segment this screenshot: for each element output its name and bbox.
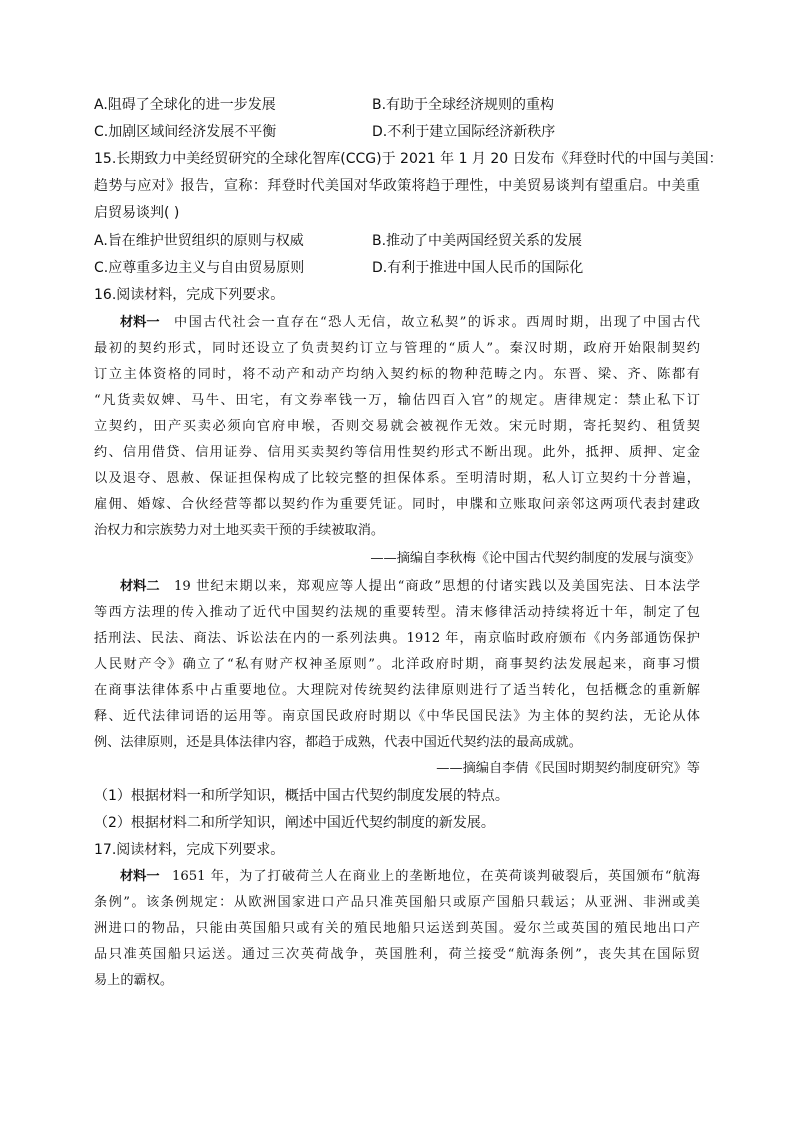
q16-material2-label: 材料二 [120, 579, 160, 594]
q17-material1-line: 品只准英国船只运送。通过三次英荷战争，英国胜利，荷兰接受“航海条例”，丧失其在国际贸 [94, 947, 700, 962]
q16-material2-line: 释、近代法律词语的运用等。南京国民政府时期以《中华民国民法》为主体的契约法，无论从体 [94, 709, 700, 724]
q16-material1-line: 最初的契约形式，同时还设立了负责契约订立与管理的“质人”。秦汉时期，政府开始限制契约 [94, 341, 700, 356]
q16-material2-line: 括刑法、民法、商法、诉讼法在内的一系列法典。1912 年，南京临时政府颁布《内务部通饬保护 [94, 631, 700, 646]
q17-material1-label: 材料一 [120, 869, 160, 884]
q16-material1-line: 中国古代社会一直存在“恐人无信，故立私契”的诉求。西周时期，出现了中国古代 [174, 315, 700, 330]
q16-material2-line: 人民财产令》确立了“私有财产权神圣原则”。北洋政府时期，商事契约法发展起来，商事习惯 [94, 657, 700, 672]
q17-material1-line: 洲进口的物品，只能由英国船只或有关的殖民地船只运送到英国。爱尔兰或英国的殖民地出口产 [94, 921, 700, 936]
q15-option-d: D.有利于推进中国人民币的国际化 [372, 260, 584, 276]
q16-material2-line: 在商事法律体系中占重要地位。大理院对传统契约法律原则进行了适当转化，包括概念的重新解 [94, 683, 700, 698]
q16-material1-line: 约、信用借贷、信用证券、信用买卖契约等信用性契约形式不断出现。此外，抵押、质押、定金 [94, 445, 700, 460]
q14-option-a: A.阻碍了全球化的进一步发展 [94, 97, 276, 113]
q17-material1-line: 条例”。该条例规定：从欧洲国家进口产品只准英国船只或原产国船只载运；从亚洲、非洲或美 [94, 895, 700, 910]
q15-stem-line: 趋势与应对》报告，宣称：拜登时代美国对华政策将趋于理性，中美贸易谈判有望重启。中美重 [94, 178, 700, 194]
q17-material1-line: 1651 年，为了打破荷兰人在商业上的垄断地位，在英荷谈判破裂后，英国颁布“航海 [172, 869, 700, 884]
q14-option-c: C.加剧区域间经济发展不平衡 [94, 124, 277, 140]
q16-material2-line: 例、法律原则，还是具体法律内容，都趋于成熟，代表中国近代契约法的最高成就。 [94, 735, 582, 750]
q16-material2-line: 等西方法理的传入推动了近代中国契约法规的重要转型。清末修律活动持续将近十年，制定了包 [94, 605, 700, 620]
q16-material1-line: 订立主体资格的同时，将不动产和动产均纳入契约标的物种范畴之内。东晋、梁、齐、陈都有 [94, 367, 700, 382]
q16-material1-label: 材料一 [120, 315, 160, 330]
q16-material2-line: 19 世纪末期以来，郑观应等人提出“商政”思想的付诸实践以及美国宪法、日本法学 [174, 579, 700, 594]
q15-stem-line: 15.长期致力中美经贸研究的全球化智库(CCG)于 2021 年 1 月 20 日发布《拜登时代的中国与美国： [94, 151, 723, 167]
q16-header: 16.阅读材料，完成下列要求。 [94, 287, 285, 303]
q16-material1-line: 治权力和宗族势力对土地买卖干预的手续被取消。 [94, 523, 385, 538]
q15-option-c: C.应尊重多边主义与自由贸易原则 [94, 260, 305, 276]
q16-material2-source: ——摘编自李倩《民国时期契约制度研究》等 [436, 761, 700, 776]
q17-header: 17.阅读材料，完成下列要求。 [94, 842, 285, 858]
q16-material1-line: 雇佣、婚嫁、合伙经营等都以契约作为重要凭证。同时，申牒和立账取问亲邻这两项代表封建政 [94, 497, 700, 512]
q16-task-1: （1）根据材料一和所学知识，概括中国古代契约制度发展的特点。 [94, 788, 509, 804]
q16-material1-line: 以及退夺、恩赦、保证担保构成了比较完整的担保体系。至明清时期，私人订立契约十分普遍， [94, 471, 700, 486]
q17-material1-line: 易上的霸权。 [94, 973, 174, 988]
q14-option-b: B.有助于全球经济规则的重构 [372, 97, 555, 113]
q15-stem-line: 启贸易谈判( ) [94, 205, 180, 221]
q15-option-a: A.旨在维护世贸组织的原则与权威 [94, 233, 304, 249]
q16-material1-source: ——摘编自李秋梅《论中国古代契约制度的发展与演变》 [370, 551, 700, 566]
q16-task-2: （2）根据材料二和所学知识，阐述中国近代契约制度的新发展。 [94, 815, 495, 831]
q16-material1-line: 立契约，田产买卖必须向官府申堠，否则交易就会被视作无效。宋元时期，寄托契约、租赁契 [94, 419, 700, 434]
q15-option-b: B.推动了中美两国经贸关系的发展 [372, 233, 583, 249]
q14-option-d: D.不利于建立国际经济新秩序 [372, 124, 556, 140]
q16-material1-line: “凡货卖奴婢、马牛、田宅，有文券率钱一万，输估四百入官”的规定。唐律规定：禁止私下订 [94, 393, 700, 408]
